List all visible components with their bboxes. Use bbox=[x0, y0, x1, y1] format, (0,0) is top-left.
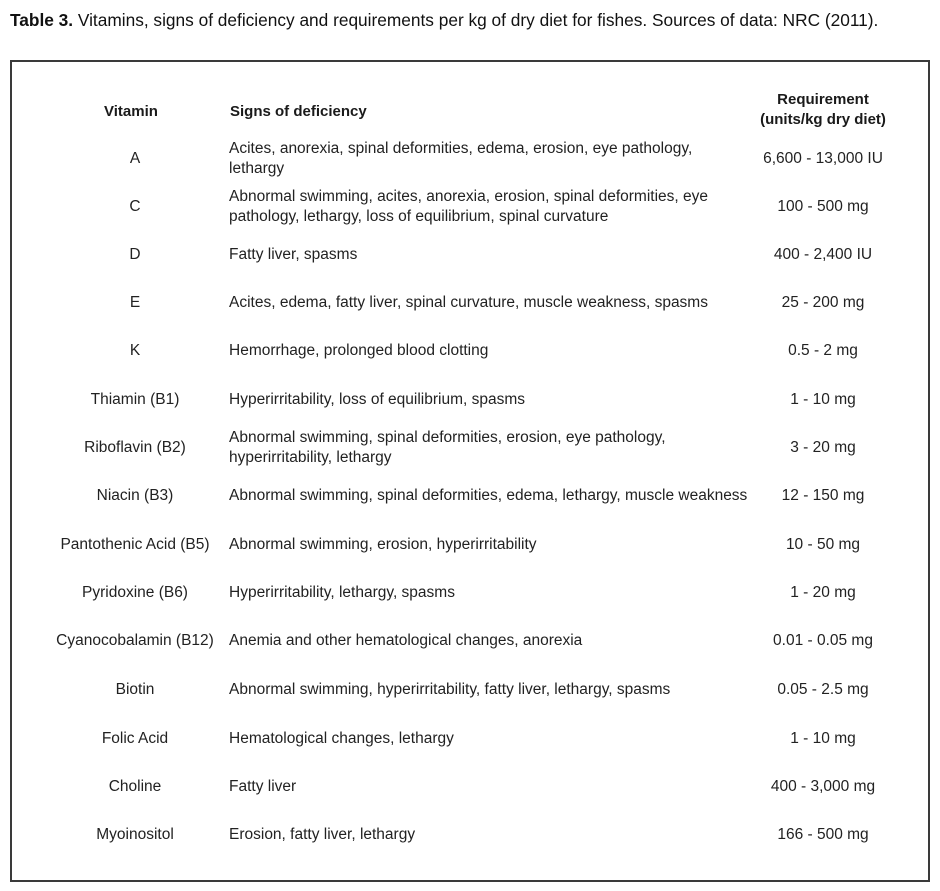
signs-cell: Erosion, fatty liver, lethargy bbox=[229, 825, 416, 843]
vitamin-cell: Pantothenic Acid (B5) bbox=[60, 535, 210, 553]
header-requirement bbox=[742, 90, 904, 130]
vitamin-cell: E bbox=[129, 293, 141, 311]
vitamin-cell: Thiamin (B1) bbox=[90, 390, 180, 408]
table-row bbox=[12, 521, 928, 569]
table-row bbox=[12, 569, 928, 617]
signs-cell: Fatty liver bbox=[229, 777, 297, 795]
requirement-cell: 12 - 150 mg bbox=[781, 486, 865, 504]
table-row bbox=[12, 376, 928, 424]
signs-cell: Fatty liver, spasms bbox=[229, 245, 358, 263]
signs-cell: Abnormal swimming, spinal deformities, edema, lethargy, muscle weakness bbox=[229, 486, 748, 504]
vitamin-cell: Choline bbox=[108, 777, 162, 795]
table-row bbox=[12, 811, 928, 859]
vitamin-cell: D bbox=[129, 245, 141, 263]
signs-cell: Hyperirritability, loss of equilibrium, spasms bbox=[229, 390, 526, 408]
signs-cell: Hyperirritability, lethargy, spasms bbox=[229, 583, 455, 601]
vitamin-cell: Cyanocobalamin (B12) bbox=[56, 631, 214, 649]
table-row bbox=[12, 279, 928, 327]
requirement-cell: 166 - 500 mg bbox=[777, 825, 869, 843]
requirement-cell: 0.01 - 0.05 mg bbox=[773, 631, 873, 649]
table-row bbox=[12, 715, 928, 763]
table-row bbox=[12, 666, 928, 714]
table-row bbox=[12, 763, 928, 811]
header-requirement-title: Requirement bbox=[777, 91, 869, 108]
table-caption bbox=[10, 10, 935, 31]
table-row bbox=[12, 231, 928, 279]
requirement-cell: 0.5 - 2 mg bbox=[788, 341, 858, 359]
requirement-cell: 6,600 - 13,000 IU bbox=[763, 149, 883, 167]
vitamin-cell: Niacin (B3) bbox=[96, 486, 174, 504]
signs-cell: Acites, edema, fatty liver, spinal curvature, muscle weakness, spasms bbox=[229, 293, 708, 311]
table-row bbox=[12, 617, 928, 665]
caption-label: Table 3. bbox=[10, 10, 74, 30]
table-row bbox=[12, 135, 928, 183]
header-signs-of-deficiency: Signs of deficiency bbox=[230, 103, 367, 120]
vitamin-cell: Pyridoxine (B6) bbox=[82, 583, 188, 601]
requirement-cell: 1 - 10 mg bbox=[790, 729, 856, 747]
signs-cell: Anemia and other hematological changes, anorexia bbox=[229, 631, 583, 649]
header-vitamin: Vitamin bbox=[104, 103, 158, 120]
table-row bbox=[12, 183, 928, 231]
vitamin-cell: C bbox=[129, 197, 141, 215]
header-requirement-units: (units/kg dry diet) bbox=[760, 111, 886, 128]
vitamin-cell: K bbox=[129, 341, 141, 359]
vitamin-table bbox=[10, 60, 930, 882]
signs-cell: Hemorrhage, prolonged blood clotting bbox=[229, 341, 489, 359]
signs-cell: Abnormal swimming, spinal deformities, erosion, eye pathology, hyperirritability, lethargy bbox=[229, 428, 666, 466]
requirement-cell: 25 - 200 mg bbox=[781, 293, 865, 311]
table-row bbox=[12, 424, 928, 472]
vitamin-cell: Myoinositol bbox=[96, 825, 174, 843]
requirement-cell: 400 - 3,000 mg bbox=[770, 777, 876, 795]
caption-text: Vitamins, signs of deficiency and requirements per kg of dry diet for fishes. Sources of data: NRC (2011). bbox=[73, 10, 879, 30]
vitamin-cell: Folic Acid bbox=[101, 729, 169, 747]
table-row bbox=[12, 472, 928, 520]
requirement-cell: 1 - 20 mg bbox=[790, 583, 856, 601]
vitamin-cell: Riboflavin (B2) bbox=[84, 438, 186, 456]
signs-cell: Acites, anorexia, spinal deformities, edema, erosion, eye pathology, lethargy bbox=[229, 139, 693, 177]
signs-cell: Abnormal swimming, erosion, hyperirritability bbox=[229, 535, 537, 553]
requirement-cell: 0.05 - 2.5 mg bbox=[777, 680, 869, 698]
requirement-cell: 100 - 500 mg bbox=[777, 197, 869, 215]
requirement-cell: 1 - 10 mg bbox=[790, 390, 856, 408]
vitamin-cell: A bbox=[129, 149, 141, 167]
requirement-cell: 400 - 2,400 IU bbox=[773, 245, 873, 263]
table-row bbox=[12, 327, 928, 375]
signs-cell: Hematological changes, lethargy bbox=[229, 729, 454, 747]
requirement-cell: 3 - 20 mg bbox=[790, 438, 856, 456]
signs-cell: Abnormal swimming, acites, anorexia, erosion, spinal deformities, eye pathology, lethargy, loss of equilibrium, spinal curvature bbox=[229, 187, 708, 225]
signs-cell: Abnormal swimming, hyperirritability, fatty liver, lethargy, spasms bbox=[229, 680, 671, 698]
requirement-cell: 10 - 50 mg bbox=[785, 535, 861, 553]
vitamin-cell: Biotin bbox=[115, 680, 155, 698]
